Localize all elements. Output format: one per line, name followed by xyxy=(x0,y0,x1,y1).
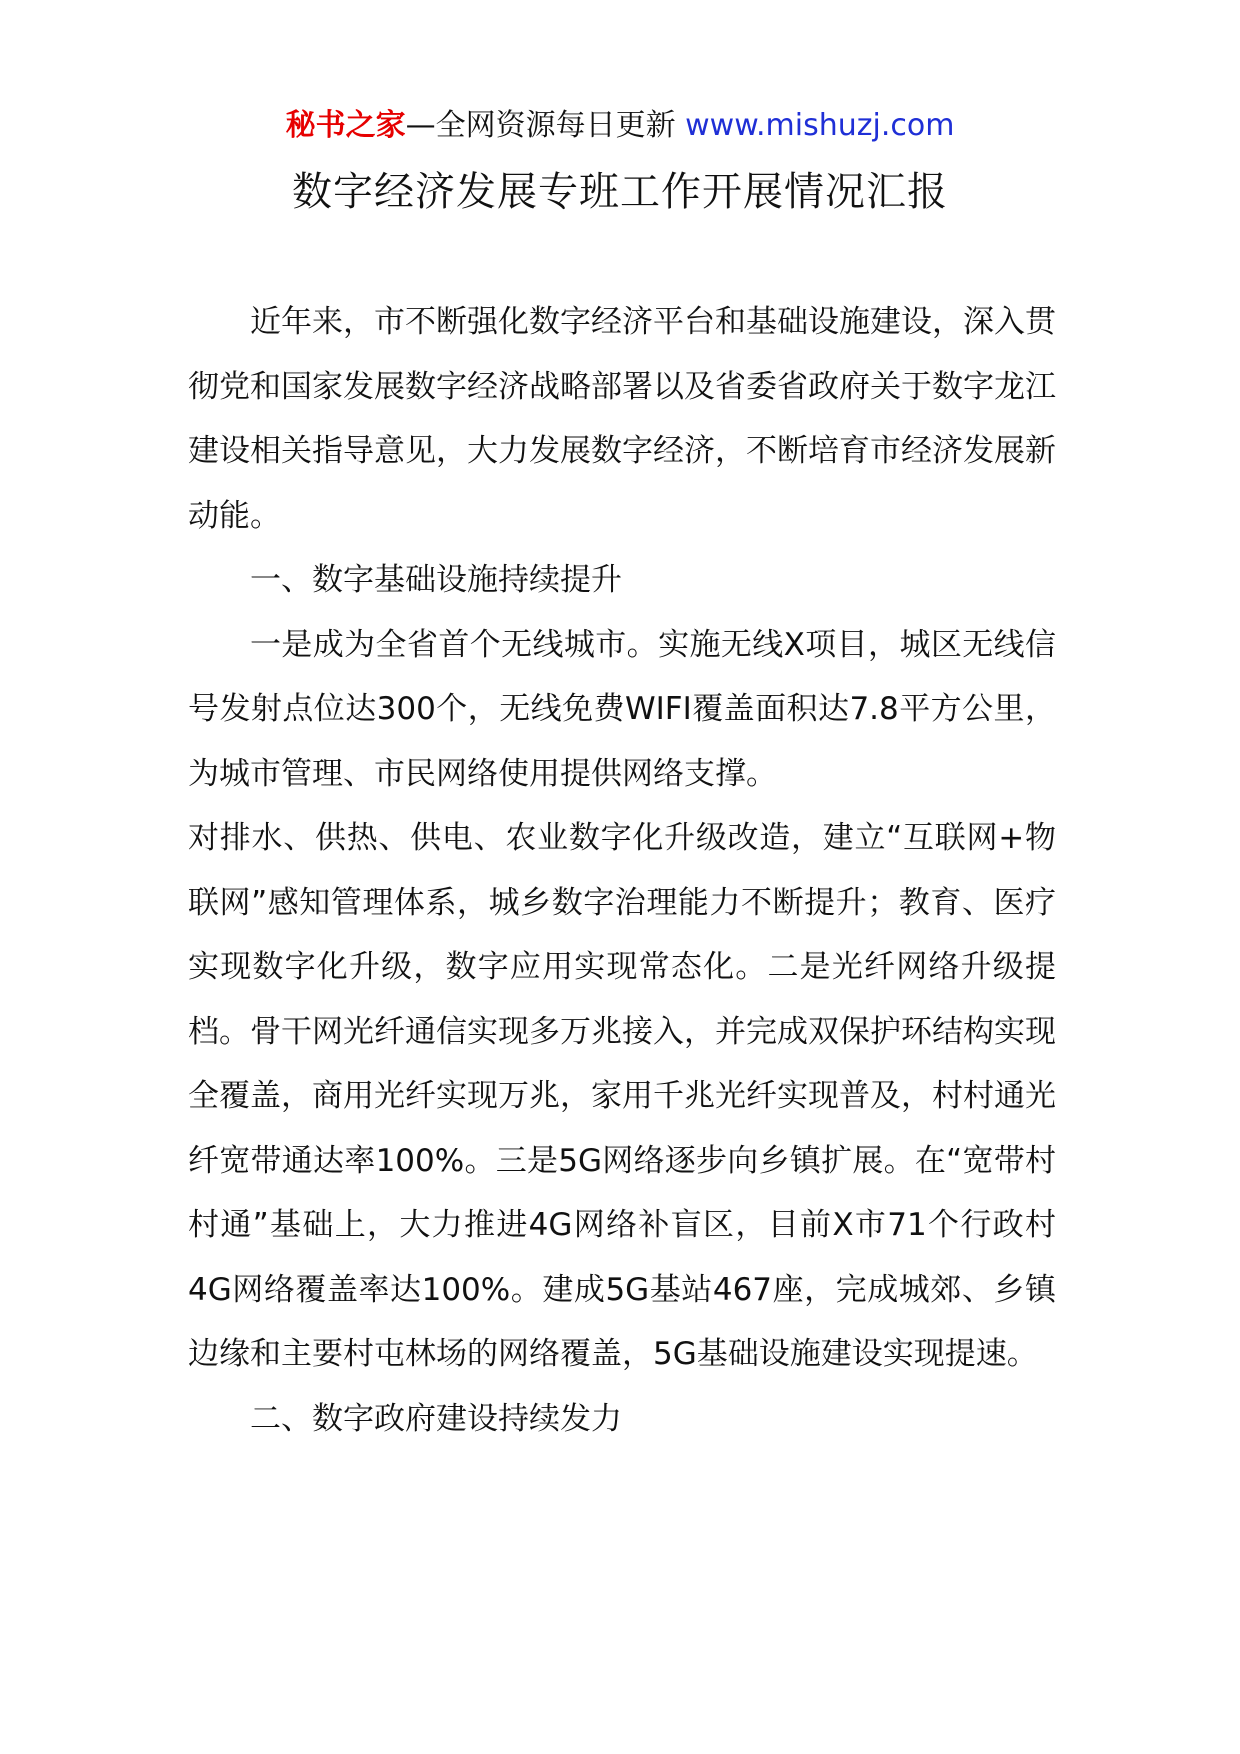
header-banner xyxy=(0,104,1240,148)
paragraph-infrastructure-details: 对排水、供热、供电、农业数字化升级改造，建立“互联网+物联网”感知管理体系，城乡数字治理能力不断提升；教育、医疗实现数字化升级，数字应用实现常态化。二是光纤网络升级提档。骨干网光纤通信实现多万兆接入，并完成双保护环结构实现全覆盖，商用光纤实现万兆，家用千兆光纤实现普及，村村通光纤宽带通达率100%。三是5G网络逐步向乡镇扩展。在“宽带村村通”基础上，大力推进4G网络补盲区，目前X市71个行政村4G网络覆盖率达100%。建成5G基站467座，完成城郊、乡镇边缘和主要村屯林场的网络覆盖，5G基础设施建设实现提速。 xyxy=(188,820,1056,1372)
intro-paragraph: 近年来，市不断强化数字经济平台和基础设施建设，深入贯彻党和国家发展数字经济战略部署以及省委省政府关于数字龙江建设相关指导意见，大力发展数字经济，不断培育市经济发展新动能。 xyxy=(188,304,1056,534)
section-heading-2: 二、数字政府建设持续发力 xyxy=(250,1400,622,1437)
document-title: 数字经济发展专班工作开展情况汇报 xyxy=(292,169,948,215)
website-link[interactable]: www.mishuzj.com xyxy=(685,108,955,143)
header-tagline: —全网资源每日更新 xyxy=(405,108,676,143)
document-body xyxy=(188,290,1056,1451)
section-heading-1: 一、数字基础设施持续提升 xyxy=(250,562,622,598)
brand-name[interactable]: 秘书之家 xyxy=(285,108,406,143)
paragraph-wireless-city: 一是成为全省首个无线城市。实施无线X项目，城区无线信号发射点位达300个，无线免费WIFI覆盖面积达7.8平方公里，为城市管理、市民网络使用提供网络支撑。 xyxy=(188,626,1056,792)
